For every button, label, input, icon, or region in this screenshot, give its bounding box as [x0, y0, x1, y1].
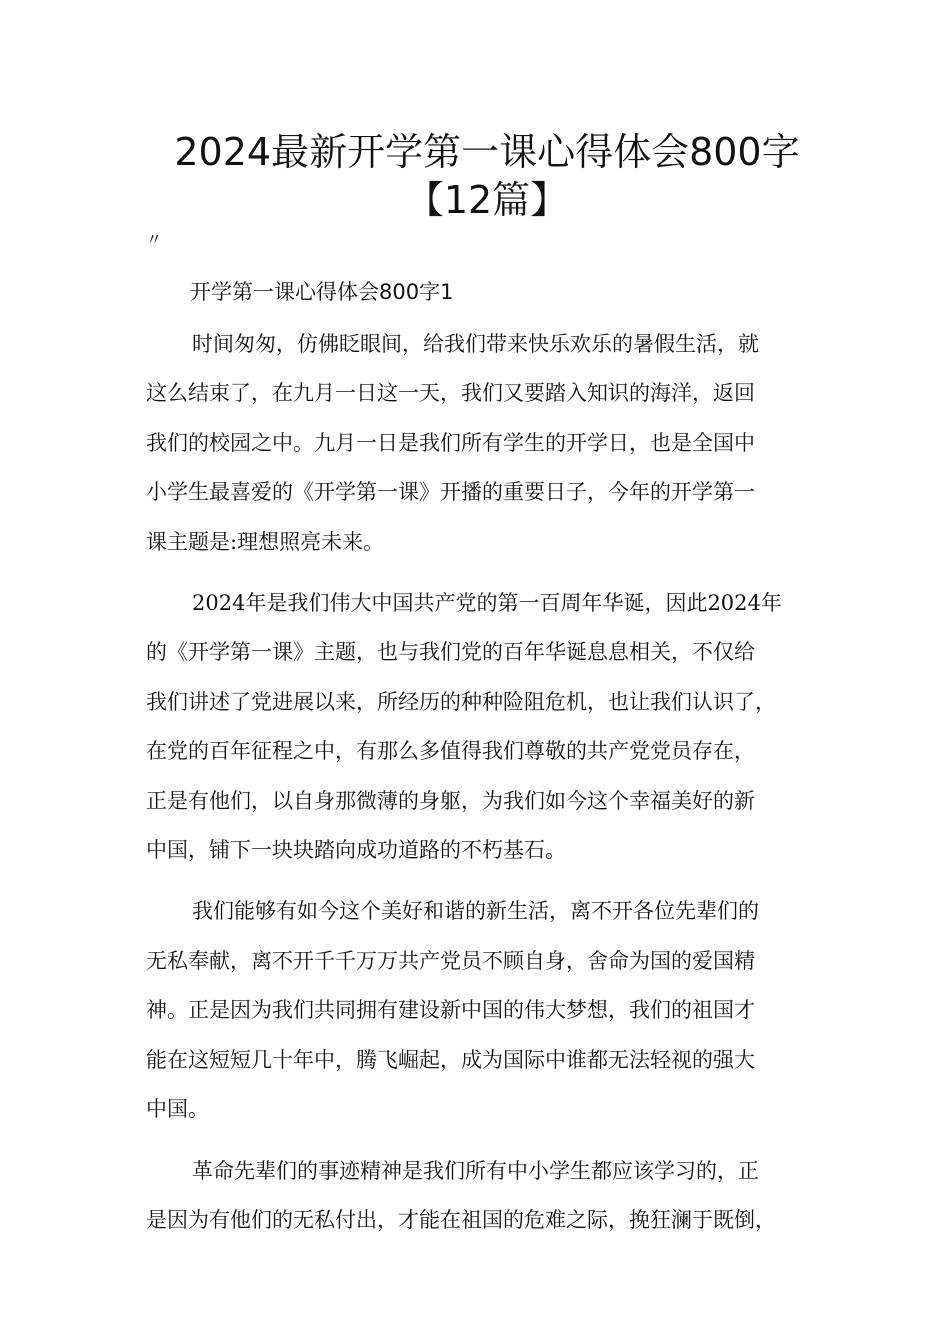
paragraph-line: 小学生最喜爱的《开学第一课》开播的重要日子，今年的开学第一 [146, 480, 755, 505]
paragraph-3 [146, 887, 828, 1134]
paragraph-line: 时间匆匆，仿佛眨眼间，给我们带来快乐欢乐的暑假生活，就 [192, 332, 759, 356]
paragraph-line: 神。正是因为我们共同拥有建设新中国的伟大梦想，我们的祖国才 [146, 998, 755, 1023]
paragraph-line: 能在这短短几十年中，腾飞崛起，成为国际中谁都无法轻视的强大 [146, 1047, 755, 1072]
paragraph-line: 中国。 [146, 1097, 209, 1122]
paragraph-line: 2024年是我们伟大中国共产党的第一百周年华诞，因此2024年 [192, 591, 782, 616]
paragraph-line: 我们讲述了党进展以来，所经历的种种险阻危机，也让我们认识了， [146, 689, 776, 714]
title-line-2: 【12篇】 [405, 178, 569, 222]
paragraph-line: 的《开学第一课》主题，也与我们党的百年华诞息息相关，不仅给 [146, 640, 755, 665]
paragraph-line: 我们的校园之中。九月一日是我们所有学生的开学日，也是全国中 [146, 430, 755, 455]
section-heading: 开学第一课心得体会800字1 [190, 280, 454, 304]
paragraph-line: 在党的百年征程之中，有那么多值得我们尊敬的共产党党员存在， [146, 739, 755, 764]
paragraph-4 [146, 1147, 828, 1246]
ditto-mark: 〃 [146, 230, 163, 249]
paragraph-2 [146, 579, 828, 875]
paragraph-line: 革命先辈们的事迹精神是我们所有中小学生都应该学习的，正 [192, 1158, 759, 1183]
paragraph-line: 无私奉献，离不开千千万万共产党员不顾自身，舍命为国的爱国精 [146, 948, 755, 973]
paragraph-line: 是因为有他们的无私付出，才能在祖国的危难之际，挽狂澜于既倒， [146, 1207, 776, 1232]
paragraph-1 [146, 320, 828, 567]
paragraph-line: 这么结束了，在九月一日这一天，我们又要踏入知识的海洋，返回 [146, 381, 755, 406]
paragraph-line: 中国，铺下一块块踏向成功道路的不朽基石。 [146, 838, 566, 863]
body-text [146, 320, 828, 1245]
title-line-1: 2024最新开学第一课心得体会800字 [174, 130, 800, 174]
paragraph-line: 课主题是:理想照亮未来。 [146, 529, 385, 554]
document-title [146, 128, 828, 224]
paragraph-line: 我们能够有如今这个美好和谐的新生活，离不开各位先辈们的 [192, 899, 759, 924]
paragraph-line: 正是有他们，以自身那微薄的身躯，为我们如今这个幸福美好的新 [146, 788, 755, 813]
